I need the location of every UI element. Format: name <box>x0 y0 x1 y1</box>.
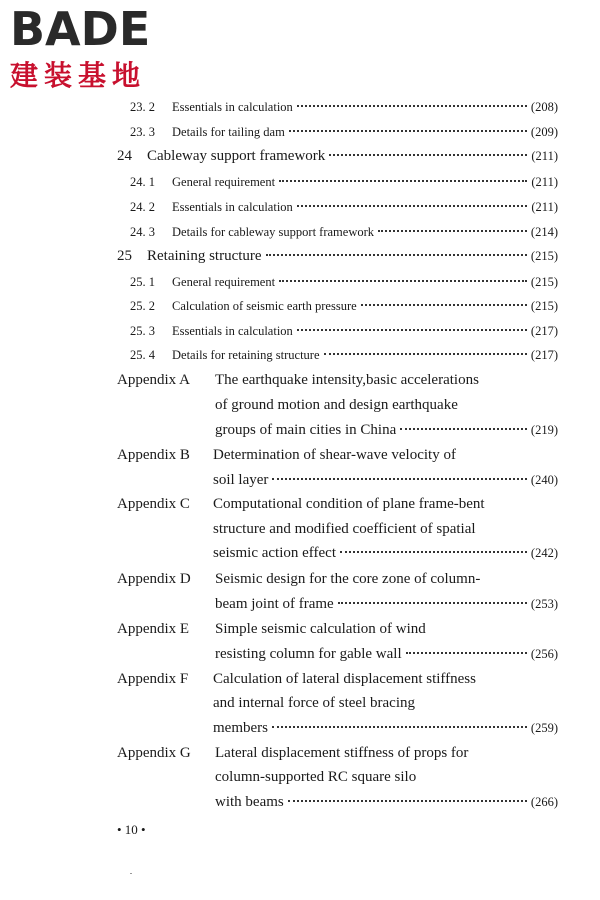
appendix-b-line-1: Determination of shear-wave velocity of <box>213 447 456 463</box>
dot-leader <box>289 130 527 132</box>
chapter-number: 25 <box>117 248 132 264</box>
entry-number: 24. 1 <box>130 175 155 189</box>
appendix-e-line-2: resisting column for gable wall <box>215 646 402 662</box>
appendix-e-last-line[interactable] <box>215 646 558 663</box>
dot-leader <box>340 551 527 553</box>
dot-leader <box>338 602 527 604</box>
appendix-g-line-3: with beams <box>215 794 284 810</box>
appendix-a-label[interactable]: Appendix A <box>117 372 190 388</box>
chapter-number: 24 <box>117 148 132 164</box>
toc-entry[interactable] <box>130 175 558 190</box>
toc-entry[interactable] <box>130 125 558 140</box>
appendix-g-line-2: column-supported RC square silo <box>215 769 417 785</box>
entry-title: Details for retaining structure <box>172 348 320 362</box>
entry-number: 25. 4 <box>130 348 155 362</box>
appendix-g-page: (266) <box>530 795 558 809</box>
appendix-e-line-1: Simple seismic calculation of wind <box>215 621 426 637</box>
entry-page: (211) <box>531 175 558 189</box>
entry-number: 24. 2 <box>130 200 155 214</box>
appendix-f-page: (259) <box>530 721 558 735</box>
appendix-e-page: (256) <box>530 647 558 661</box>
entry-title: Details for cableway support framework <box>172 225 375 239</box>
appendix-f-line-3: members <box>213 720 268 736</box>
appendix-f-last-line[interactable] <box>213 720 558 737</box>
dot-leader <box>324 353 527 355</box>
appendix-c-line-1: Computational condition of plane frame-bent <box>213 496 485 512</box>
appendix-c-line-3: seismic action effect <box>213 545 337 561</box>
page-number: • 10 • <box>117 822 146 837</box>
dot-leader <box>266 254 527 256</box>
entry-title: General requirement <box>172 275 276 289</box>
entry-number: 24. 3 <box>130 225 155 239</box>
appendix-d-line-1: Seismic design for the core zone of column- <box>215 571 481 587</box>
entry-page: (209) <box>530 125 558 139</box>
appendix-a-line-2: of ground motion and design earthquake <box>215 397 458 413</box>
chapter-title: Cableway support framework <box>147 148 326 164</box>
dot-leader <box>272 478 527 480</box>
scan-speck <box>130 873 132 874</box>
appendix-g-label[interactable]: Appendix G <box>117 745 191 761</box>
appendix-b-last-line[interactable] <box>213 472 558 489</box>
dot-leader <box>297 205 528 207</box>
entry-page: (217) <box>530 348 558 362</box>
toc-entry[interactable] <box>130 324 558 339</box>
entry-page: (211) <box>531 200 558 214</box>
entry-title: Essentials in calculation <box>172 100 293 114</box>
appendix-g-line-1: Lateral displacement stiffness of props for <box>215 745 469 761</box>
toc-entry[interactable] <box>130 225 558 240</box>
appendix-g-last-line[interactable] <box>215 794 558 811</box>
toc-entry[interactable] <box>130 100 558 115</box>
entry-number: 25. 3 <box>130 324 155 338</box>
appendix-d-page: (253) <box>530 597 558 611</box>
appendix-f-line-1: Calculation of lateral displacement stiffness <box>213 671 476 687</box>
appendix-b-label[interactable]: Appendix B <box>117 447 190 463</box>
entry-number: 25. 2 <box>130 299 155 313</box>
entry-title: Calculation of seismic earth pressure <box>172 299 357 313</box>
appendix-b-page: (240) <box>530 473 558 487</box>
entry-number: 25. 1 <box>130 275 155 289</box>
appendix-d-line-2: beam joint of frame <box>215 596 334 612</box>
entry-title: Details for tailing dam <box>172 125 285 139</box>
appendix-e-label[interactable]: Appendix E <box>117 621 190 637</box>
toc-entry[interactable] <box>130 299 558 314</box>
appendix-f-line-2: and internal force of steel bracing <box>213 695 415 711</box>
toc-entry[interactable] <box>130 348 558 363</box>
dot-leader <box>297 105 527 107</box>
appendix-c-last-line[interactable] <box>213 545 558 562</box>
toc-entry[interactable] <box>130 200 558 215</box>
dot-leader <box>288 800 527 802</box>
appendix-c-page: (242) <box>530 546 558 560</box>
appendix-c-label[interactable]: Appendix C <box>117 496 190 512</box>
entry-number: 23. 3 <box>130 125 155 139</box>
appendix-a-page: (219) <box>530 423 558 437</box>
appendix-d-last-line[interactable] <box>215 596 558 613</box>
chapter-title: Retaining structure <box>147 248 262 264</box>
dot-leader <box>279 180 527 182</box>
toc-chapter[interactable] <box>117 248 558 265</box>
dot-leader <box>272 726 527 728</box>
entry-title: Essentials in calculation <box>172 324 293 338</box>
entry-page: (215) <box>530 249 558 263</box>
toc-entry[interactable] <box>130 275 558 290</box>
dot-leader <box>378 230 527 232</box>
entry-number: 23. 2 <box>130 100 155 114</box>
entry-page: (211) <box>531 149 558 163</box>
entry-page: (208) <box>530 100 558 114</box>
dot-leader <box>329 154 527 156</box>
toc-chapter[interactable] <box>117 148 558 165</box>
appendix-c-line-2: structure and modified coefficient of spatial <box>213 521 476 537</box>
appendix-f-label[interactable]: Appendix F <box>117 671 189 687</box>
entry-page: (215) <box>530 299 558 313</box>
appendix-a-line-3: groups of main cities in China <box>215 422 397 438</box>
entry-title: General requirement <box>172 175 276 189</box>
dot-leader <box>400 428 527 430</box>
entry-page: (215) <box>530 275 558 289</box>
appendix-d-label[interactable]: Appendix D <box>117 571 191 587</box>
appendix-a-line-1: The earthquake intensity,basic accelerations <box>215 372 479 388</box>
logo-subtitle: 建装基地 <box>10 59 147 92</box>
dot-leader <box>297 329 527 331</box>
dot-leader <box>279 280 527 282</box>
dot-leader <box>361 304 527 306</box>
dot-leader <box>406 652 527 654</box>
appendix-a-last-line[interactable] <box>215 422 558 439</box>
logo-wordmark: BADE <box>10 2 151 56</box>
entry-page: (214) <box>530 225 558 239</box>
entry-title: Essentials in calculation <box>172 200 293 214</box>
entry-page: (217) <box>530 324 558 338</box>
appendix-b-line-2: soil layer <box>213 472 269 488</box>
